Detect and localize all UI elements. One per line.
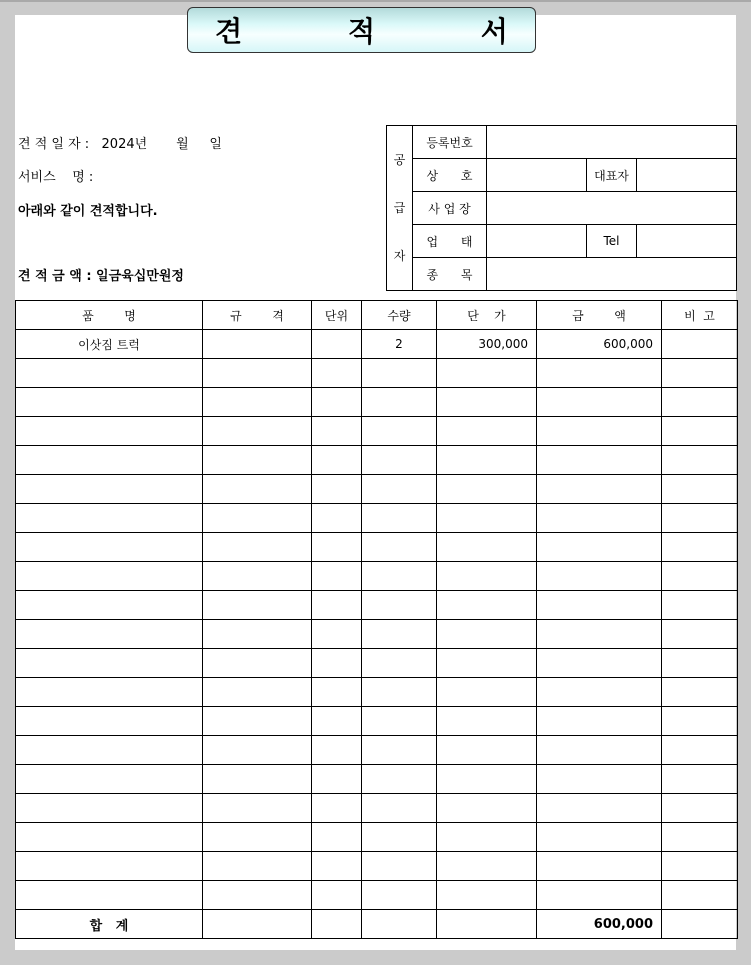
side-char: 공	[393, 153, 406, 167]
service-name: 서비스 명 :	[18, 170, 94, 185]
item-name-cell[interactable]	[16, 562, 203, 591]
item-name-cell[interactable]: 이삿짐 트럭	[16, 330, 203, 359]
item-note-cell[interactable]	[662, 359, 738, 388]
item-amount-cell[interactable]	[537, 388, 662, 417]
item-note-cell[interactable]	[662, 504, 738, 533]
supplier-table	[386, 125, 737, 291]
item-spec-cell[interactable]	[203, 881, 312, 910]
item-qty-cell[interactable]	[362, 504, 437, 533]
item-amount-cell[interactable]	[537, 359, 662, 388]
item-price-cell[interactable]	[437, 765, 537, 794]
item-name-cell[interactable]	[16, 678, 203, 707]
item-spec-cell[interactable]	[203, 707, 312, 736]
item-spec-cell[interactable]	[203, 388, 312, 417]
supplier-business-type-value[interactable]	[487, 225, 587, 258]
item-name-cell[interactable]	[16, 417, 203, 446]
item-spec-cell[interactable]	[203, 533, 312, 562]
total-unit-cell	[312, 910, 362, 939]
item-amount-cell[interactable]	[537, 533, 662, 562]
total-spec-cell	[203, 910, 312, 939]
item-name-cell[interactable]	[16, 852, 203, 881]
table-row	[16, 446, 738, 475]
item-name-cell[interactable]	[16, 765, 203, 794]
supplier-ceo-value[interactable]	[637, 159, 737, 192]
total-amount: 600,000	[537, 910, 662, 939]
side-char: 급	[393, 201, 406, 215]
item-name-cell[interactable]	[16, 794, 203, 823]
item-note-cell[interactable]	[662, 707, 738, 736]
item-price-cell[interactable]	[437, 678, 537, 707]
item-name-cell[interactable]	[16, 736, 203, 765]
empty-rows	[16, 359, 738, 910]
document-title-box	[187, 7, 556, 53]
item-price-cell[interactable]: 300,000	[437, 330, 537, 359]
item-price-cell[interactable]	[437, 736, 537, 765]
item-amount-cell[interactable]	[537, 707, 662, 736]
item-name-cell[interactable]	[16, 504, 203, 533]
item-amount-cell[interactable]	[537, 823, 662, 852]
item-note-cell[interactable]	[662, 446, 738, 475]
header-qty: 수량	[362, 301, 437, 330]
table-row	[16, 823, 738, 852]
item-price-cell[interactable]	[437, 649, 537, 678]
supplier-side-label	[387, 126, 413, 291]
item-spec-cell[interactable]	[203, 823, 312, 852]
item-unit-cell[interactable]	[312, 649, 362, 678]
item-note-cell[interactable]	[662, 736, 738, 765]
item-spec-cell[interactable]	[203, 852, 312, 881]
item-unit-cell[interactable]	[312, 388, 362, 417]
item-note-cell[interactable]	[662, 620, 738, 649]
item-unit-cell[interactable]	[312, 823, 362, 852]
table-row	[16, 765, 738, 794]
item-unit-cell[interactable]	[312, 620, 362, 649]
item-unit-cell[interactable]	[312, 591, 362, 620]
item-note-cell[interactable]	[662, 330, 738, 359]
item-note-cell[interactable]	[662, 852, 738, 881]
item-qty-cell[interactable]: 2	[362, 330, 437, 359]
item-spec-cell[interactable]	[203, 591, 312, 620]
item-spec-cell[interactable]	[203, 620, 312, 649]
item-amount-cell[interactable]	[537, 620, 662, 649]
item-qty-cell[interactable]	[362, 736, 437, 765]
item-qty-cell[interactable]	[362, 765, 437, 794]
item-spec-cell[interactable]	[203, 504, 312, 533]
table-row	[16, 678, 738, 707]
item-unit-cell[interactable]	[312, 359, 362, 388]
item-qty-cell[interactable]	[362, 707, 437, 736]
item-price-cell[interactable]	[437, 562, 537, 591]
item-unit-cell[interactable]	[312, 765, 362, 794]
item-name-cell[interactable]	[16, 359, 203, 388]
item-note-cell[interactable]	[662, 388, 738, 417]
item-unit-cell[interactable]	[312, 446, 362, 475]
item-price-cell[interactable]	[437, 504, 537, 533]
table-row	[16, 359, 738, 388]
item-amount-cell[interactable]	[537, 591, 662, 620]
supplier-label-company: 상 호	[413, 159, 487, 192]
item-qty-cell[interactable]	[362, 852, 437, 881]
supplier-category-value[interactable]	[487, 258, 737, 291]
item-unit-cell[interactable]	[312, 794, 362, 823]
item-unit-cell[interactable]	[312, 852, 362, 881]
item-amount-cell[interactable]	[537, 765, 662, 794]
item-name-cell[interactable]	[16, 475, 203, 504]
item-qty-cell[interactable]	[362, 678, 437, 707]
supplier-label-address: 사 업 장	[413, 192, 487, 225]
item-amount-cell[interactable]	[537, 417, 662, 446]
header-note: 비 고	[662, 301, 738, 330]
item-amount-cell[interactable]	[537, 794, 662, 823]
item-qty-cell[interactable]	[362, 562, 437, 591]
supplier-label-tel: Tel	[587, 225, 637, 258]
item-unit-cell[interactable]	[312, 330, 362, 359]
item-spec-cell[interactable]	[203, 417, 312, 446]
header-unit-price: 단 가	[437, 301, 537, 330]
table-row	[16, 852, 738, 881]
table-row	[16, 417, 738, 446]
table-row	[16, 388, 738, 417]
item-spec-cell[interactable]	[203, 359, 312, 388]
supplier-label-category: 종 목	[413, 258, 487, 291]
item-unit-cell[interactable]	[312, 678, 362, 707]
item-qty-cell[interactable]	[362, 591, 437, 620]
item-price-cell[interactable]	[437, 707, 537, 736]
item-price-cell[interactable]	[437, 533, 537, 562]
item-price-cell[interactable]	[437, 881, 537, 910]
document-title: 견 적 서	[215, 15, 556, 48]
quote-statement: 아래와 같이 견적합니다.	[18, 204, 158, 219]
item-name-cell[interactable]	[16, 591, 203, 620]
item-spec-cell[interactable]	[203, 736, 312, 765]
item-price-cell[interactable]	[437, 823, 537, 852]
item-note-cell[interactable]	[662, 475, 738, 504]
item-price-cell[interactable]	[437, 620, 537, 649]
table-row	[16, 707, 738, 736]
total-label: 합 계	[16, 910, 203, 939]
item-spec-cell[interactable]	[203, 794, 312, 823]
item-price-cell[interactable]	[437, 417, 537, 446]
supplier-label-ceo: 대표자	[587, 159, 637, 192]
supplier-address-value[interactable]	[487, 192, 737, 225]
item-note-cell[interactable]	[662, 678, 738, 707]
item-qty-cell[interactable]	[362, 620, 437, 649]
item-note-cell[interactable]	[662, 765, 738, 794]
item-note-cell[interactable]	[662, 562, 738, 591]
item-price-cell[interactable]	[437, 475, 537, 504]
item-unit-cell[interactable]	[312, 736, 362, 765]
table-row	[16, 475, 738, 504]
item-note-cell[interactable]	[662, 417, 738, 446]
item-unit-cell[interactable]	[312, 504, 362, 533]
header-amount: 금 액	[537, 301, 662, 330]
item-amount-cell[interactable]	[537, 852, 662, 881]
header-spec: 규 격	[203, 301, 312, 330]
item-qty-cell[interactable]	[362, 475, 437, 504]
item-spec-cell[interactable]	[203, 446, 312, 475]
item-qty-cell[interactable]	[362, 359, 437, 388]
item-amount-cell[interactable]	[537, 475, 662, 504]
side-char: 자	[393, 249, 406, 263]
item-unit-cell[interactable]	[312, 707, 362, 736]
supplier-company-value[interactable]	[487, 159, 587, 192]
item-price-cell[interactable]	[437, 359, 537, 388]
supplier-tel-value[interactable]	[637, 225, 737, 258]
item-amount-cell[interactable]	[537, 881, 662, 910]
item-name-cell[interactable]	[16, 446, 203, 475]
item-spec-cell[interactable]	[203, 765, 312, 794]
table-row	[16, 330, 738, 359]
table-row	[16, 620, 738, 649]
total-qty-cell	[362, 910, 437, 939]
item-name-cell[interactable]	[16, 620, 203, 649]
item-spec-cell[interactable]	[203, 678, 312, 707]
item-amount-cell[interactable]	[537, 678, 662, 707]
total-note-cell	[662, 910, 738, 939]
item-qty-cell[interactable]	[362, 823, 437, 852]
table-row	[16, 794, 738, 823]
item-amount-cell[interactable]	[537, 649, 662, 678]
item-amount-cell[interactable]: 600,000	[537, 330, 662, 359]
item-amount-cell[interactable]	[537, 736, 662, 765]
supplier-label-business-type: 업 태	[413, 225, 487, 258]
item-qty-cell[interactable]	[362, 446, 437, 475]
table-row	[16, 649, 738, 678]
item-note-cell[interactable]	[662, 591, 738, 620]
supplier-reg-no-value[interactable]	[487, 126, 737, 159]
table-row	[16, 591, 738, 620]
items-table	[15, 300, 738, 939]
item-qty-cell[interactable]	[362, 417, 437, 446]
item-unit-cell[interactable]	[312, 475, 362, 504]
item-note-cell[interactable]	[662, 823, 738, 852]
item-unit-cell[interactable]	[312, 881, 362, 910]
item-price-cell[interactable]	[437, 794, 537, 823]
item-price-cell[interactable]	[437, 591, 537, 620]
header-unit: 단위	[312, 301, 362, 330]
item-qty-cell[interactable]	[362, 533, 437, 562]
table-row	[16, 562, 738, 591]
table-row	[16, 881, 738, 910]
item-qty-cell[interactable]	[362, 881, 437, 910]
table-row	[16, 533, 738, 562]
window-top-edge	[0, 0, 751, 2]
item-unit-cell[interactable]	[312, 417, 362, 446]
item-name-cell[interactable]	[16, 388, 203, 417]
item-note-cell[interactable]	[662, 881, 738, 910]
item-qty-cell[interactable]	[362, 388, 437, 417]
items-header-row	[16, 301, 738, 330]
item-amount-cell[interactable]	[537, 504, 662, 533]
total-row	[16, 910, 738, 939]
item-spec-cell[interactable]	[203, 475, 312, 504]
table-row	[16, 736, 738, 765]
item-note-cell[interactable]	[662, 533, 738, 562]
quote-amount: 견 적 금 액 : 일금육십만원정	[18, 269, 184, 284]
item-name-cell[interactable]	[16, 649, 203, 678]
item-name-cell[interactable]	[16, 707, 203, 736]
item-price-cell[interactable]	[437, 388, 537, 417]
item-qty-cell[interactable]	[362, 794, 437, 823]
item-unit-cell[interactable]	[312, 533, 362, 562]
item-name-cell[interactable]	[16, 881, 203, 910]
item-name-cell[interactable]	[16, 533, 203, 562]
item-name-cell[interactable]	[16, 823, 203, 852]
item-amount-cell[interactable]	[537, 562, 662, 591]
header-item-name: 품 명	[16, 301, 203, 330]
table-row	[16, 504, 738, 533]
item-note-cell[interactable]	[662, 794, 738, 823]
item-qty-cell[interactable]	[362, 649, 437, 678]
supplier-label-reg-no: 등록번호	[413, 126, 487, 159]
item-amount-cell[interactable]	[537, 446, 662, 475]
item-price-cell[interactable]	[437, 852, 537, 881]
item-unit-cell[interactable]	[312, 562, 362, 591]
quote-date: 견 적 일 자 : 2024년 월 일	[18, 137, 222, 152]
item-spec-cell[interactable]	[203, 649, 312, 678]
item-note-cell[interactable]	[662, 649, 738, 678]
total-price-cell	[437, 910, 537, 939]
item-spec-cell[interactable]	[203, 562, 312, 591]
item-price-cell[interactable]	[437, 446, 537, 475]
item-spec-cell[interactable]	[203, 330, 312, 359]
